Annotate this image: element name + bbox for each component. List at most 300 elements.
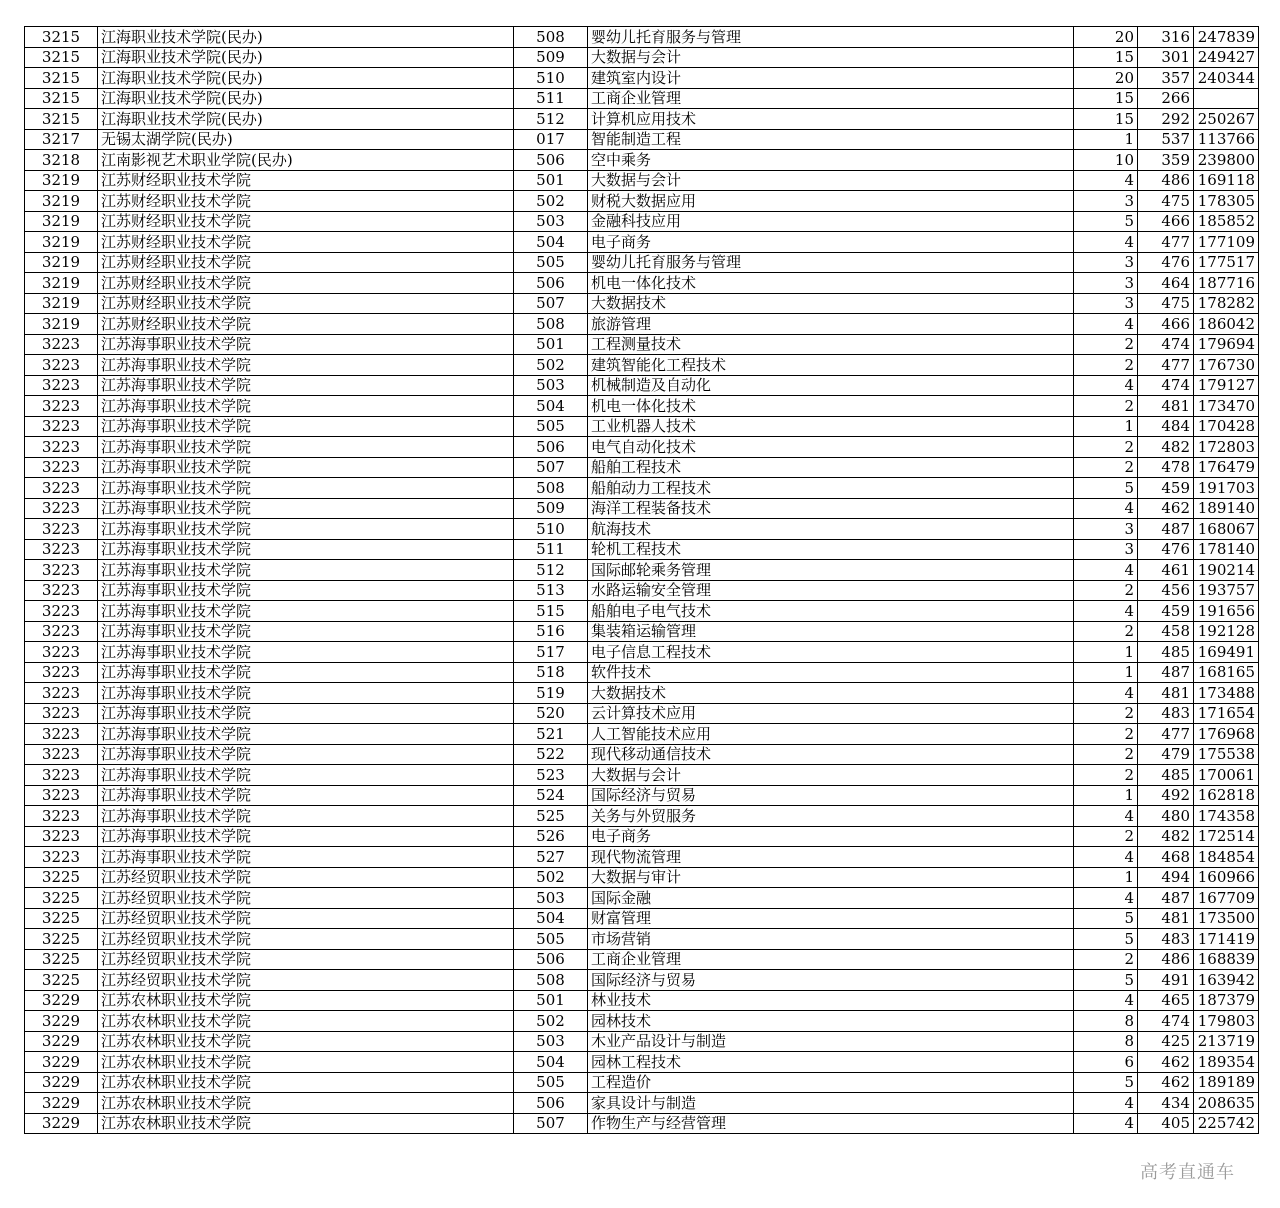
major-code-cell: 501 — [514, 334, 588, 355]
school-name-cell: 江苏海事职业技术学院 — [98, 683, 514, 704]
school-name-cell: 江苏海事职业技术学院 — [98, 519, 514, 540]
table-row — [25, 416, 1259, 437]
school-code-cell: 3223 — [25, 724, 98, 745]
major-name-cell: 园林工程技术 — [588, 1052, 1074, 1073]
table-row — [25, 273, 1259, 294]
min-score-cell: 359 — [1138, 150, 1194, 171]
rank-cell: 191703 — [1194, 478, 1259, 499]
school-code-cell: 3223 — [25, 539, 98, 560]
major-name-cell: 财富管理 — [588, 908, 1074, 929]
school-name-cell: 江苏海事职业技术学院 — [98, 396, 514, 417]
major-name-cell: 大数据与会计 — [588, 765, 1074, 786]
major-code-cell: 527 — [514, 847, 588, 868]
major-code-cell: 503 — [514, 375, 588, 396]
school-code-cell: 3223 — [25, 457, 98, 478]
plan-count-cell: 4 — [1074, 498, 1138, 519]
school-name-cell: 江苏海事职业技术学院 — [98, 334, 514, 355]
table-row — [25, 478, 1259, 499]
major-name-cell: 船舶动力工程技术 — [588, 478, 1074, 499]
rank-cell: 184854 — [1194, 847, 1259, 868]
school-code-cell: 3223 — [25, 560, 98, 581]
min-score-cell: 492 — [1138, 785, 1194, 806]
major-code-cell: 515 — [514, 601, 588, 622]
min-score-cell: 474 — [1138, 375, 1194, 396]
major-code-cell: 508 — [514, 478, 588, 499]
school-name-cell: 江苏海事职业技术学院 — [98, 539, 514, 560]
plan-count-cell: 4 — [1074, 560, 1138, 581]
major-code-cell: 520 — [514, 703, 588, 724]
plan-count-cell: 4 — [1074, 683, 1138, 704]
table-row — [25, 949, 1259, 970]
min-score-cell: 465 — [1138, 990, 1194, 1011]
rank-cell: 240344 — [1194, 68, 1259, 89]
min-score-cell: 491 — [1138, 970, 1194, 991]
min-score-cell: 461 — [1138, 560, 1194, 581]
min-score-cell: 483 — [1138, 703, 1194, 724]
table-row — [25, 744, 1259, 765]
min-score-cell: 462 — [1138, 498, 1194, 519]
table-row — [25, 970, 1259, 991]
plan-count-cell: 2 — [1074, 437, 1138, 458]
rank-cell: 187716 — [1194, 273, 1259, 294]
school-code-cell: 3223 — [25, 703, 98, 724]
major-name-cell: 计算机应用技术 — [588, 109, 1074, 130]
major-name-cell: 林业技术 — [588, 990, 1074, 1011]
major-name-cell: 机械制造及自动化 — [588, 375, 1074, 396]
table-row — [25, 703, 1259, 724]
rank-cell: 225742 — [1194, 1113, 1259, 1134]
rank-cell: 176730 — [1194, 355, 1259, 376]
major-name-cell: 工商企业管理 — [588, 949, 1074, 970]
rank-cell: 172514 — [1194, 826, 1259, 847]
school-name-cell: 江苏农林职业技术学院 — [98, 1113, 514, 1134]
school-code-cell: 3223 — [25, 375, 98, 396]
major-code-cell: 504 — [514, 1052, 588, 1073]
school-code-cell: 3229 — [25, 1072, 98, 1093]
major-name-cell: 水路运输安全管理 — [588, 580, 1074, 601]
min-score-cell: 478 — [1138, 457, 1194, 478]
school-name-cell: 江南影视艺术职业学院(民办) — [98, 150, 514, 171]
min-score-cell: 425 — [1138, 1031, 1194, 1052]
school-name-cell: 江苏财经职业技术学院 — [98, 191, 514, 212]
plan-count-cell: 1 — [1074, 785, 1138, 806]
plan-count-cell: 1 — [1074, 662, 1138, 683]
school-code-cell: 3219 — [25, 252, 98, 273]
school-code-cell: 3215 — [25, 68, 98, 89]
major-name-cell: 建筑智能化工程技术 — [588, 355, 1074, 376]
major-code-cell: 509 — [514, 498, 588, 519]
major-name-cell: 财税大数据应用 — [588, 191, 1074, 212]
rank-cell: 172803 — [1194, 437, 1259, 458]
rank-cell: 213719 — [1194, 1031, 1259, 1052]
table-row — [25, 375, 1259, 396]
table-row — [25, 806, 1259, 827]
major-code-cell: 501 — [514, 170, 588, 191]
major-code-cell: 512 — [514, 560, 588, 581]
major-name-cell: 家具设计与制造 — [588, 1093, 1074, 1114]
min-score-cell: 475 — [1138, 293, 1194, 314]
school-name-cell: 江海职业技术学院(民办) — [98, 109, 514, 130]
major-name-cell: 大数据与会计 — [588, 170, 1074, 191]
school-code-cell: 3218 — [25, 150, 98, 171]
plan-count-cell: 3 — [1074, 519, 1138, 540]
major-name-cell: 关务与外贸服务 — [588, 806, 1074, 827]
major-name-cell: 作物生产与经营管理 — [588, 1113, 1074, 1134]
major-name-cell: 智能制造工程 — [588, 129, 1074, 150]
rank-cell: 179694 — [1194, 334, 1259, 355]
plan-count-cell: 4 — [1074, 601, 1138, 622]
min-score-cell: 481 — [1138, 396, 1194, 417]
rank-cell: 192128 — [1194, 621, 1259, 642]
table-row — [25, 662, 1259, 683]
min-score-cell: 477 — [1138, 355, 1194, 376]
table-row — [25, 150, 1259, 171]
plan-count-cell: 20 — [1074, 68, 1138, 89]
major-name-cell: 现代移动通信技术 — [588, 744, 1074, 765]
rank-cell: 250267 — [1194, 109, 1259, 130]
school-code-cell: 3223 — [25, 478, 98, 499]
major-code-cell: 506 — [514, 1093, 588, 1114]
school-code-cell: 3219 — [25, 232, 98, 253]
major-code-cell: 525 — [514, 806, 588, 827]
school-name-cell: 江苏经贸职业技术学院 — [98, 908, 514, 929]
plan-count-cell: 1 — [1074, 642, 1138, 663]
min-score-cell: 301 — [1138, 47, 1194, 68]
min-score-cell: 474 — [1138, 1011, 1194, 1032]
major-code-cell: 510 — [514, 68, 588, 89]
school-name-cell: 江苏海事职业技术学院 — [98, 744, 514, 765]
major-code-cell: 513 — [514, 580, 588, 601]
school-name-cell: 江苏海事职业技术学院 — [98, 560, 514, 581]
plan-count-cell: 4 — [1074, 170, 1138, 191]
table-row — [25, 724, 1259, 745]
plan-count-cell: 5 — [1074, 478, 1138, 499]
major-code-cell: 504 — [514, 232, 588, 253]
school-name-cell: 江苏财经职业技术学院 — [98, 273, 514, 294]
rank-cell: 185852 — [1194, 211, 1259, 232]
school-code-cell: 3223 — [25, 847, 98, 868]
plan-count-cell: 3 — [1074, 252, 1138, 273]
major-name-cell: 电子信息工程技术 — [588, 642, 1074, 663]
major-name-cell: 国际经济与贸易 — [588, 970, 1074, 991]
min-score-cell: 480 — [1138, 806, 1194, 827]
min-score-cell: 458 — [1138, 621, 1194, 642]
major-code-cell: 522 — [514, 744, 588, 765]
major-code-cell: 503 — [514, 1031, 588, 1052]
major-code-cell: 504 — [514, 908, 588, 929]
school-name-cell: 江苏财经职业技术学院 — [98, 211, 514, 232]
school-name-cell: 江苏经贸职业技术学院 — [98, 867, 514, 888]
school-name-cell: 江苏财经职业技术学院 — [98, 170, 514, 191]
table-row — [25, 109, 1259, 130]
major-name-cell: 现代物流管理 — [588, 847, 1074, 868]
min-score-cell: 357 — [1138, 68, 1194, 89]
min-score-cell: 487 — [1138, 888, 1194, 909]
major-code-cell: 507 — [514, 457, 588, 478]
min-score-cell: 266 — [1138, 88, 1194, 109]
table-row — [25, 129, 1259, 150]
min-score-cell: 476 — [1138, 539, 1194, 560]
major-name-cell: 国际邮轮乘务管理 — [588, 560, 1074, 581]
major-code-cell: 502 — [514, 867, 588, 888]
school-name-cell: 江苏财经职业技术学院 — [98, 293, 514, 314]
table-row — [25, 68, 1259, 89]
major-name-cell: 云计算技术应用 — [588, 703, 1074, 724]
major-code-cell: 521 — [514, 724, 588, 745]
major-name-cell: 金融科技应用 — [588, 211, 1074, 232]
school-code-cell: 3225 — [25, 888, 98, 909]
school-code-cell: 3225 — [25, 949, 98, 970]
major-name-cell: 木业产品设计与制造 — [588, 1031, 1074, 1052]
school-name-cell: 江苏农林职业技术学院 — [98, 1031, 514, 1052]
table-row — [25, 355, 1259, 376]
school-code-cell: 3223 — [25, 826, 98, 847]
major-code-cell: 518 — [514, 662, 588, 683]
major-code-cell: 505 — [514, 252, 588, 273]
rank-cell: 189189 — [1194, 1072, 1259, 1093]
table-row — [25, 888, 1259, 909]
min-score-cell: 485 — [1138, 642, 1194, 663]
table-row — [25, 785, 1259, 806]
school-code-cell: 3223 — [25, 396, 98, 417]
rank-cell: 187379 — [1194, 990, 1259, 1011]
plan-count-cell: 4 — [1074, 847, 1138, 868]
major-code-cell: 523 — [514, 765, 588, 786]
school-name-cell: 江苏海事职业技术学院 — [98, 375, 514, 396]
rank-cell: 174358 — [1194, 806, 1259, 827]
rank-cell: 179127 — [1194, 375, 1259, 396]
major-code-cell: 506 — [514, 437, 588, 458]
plan-count-cell: 10 — [1074, 150, 1138, 171]
table-row — [25, 1052, 1259, 1073]
major-code-cell: 502 — [514, 355, 588, 376]
major-name-cell: 工程测量技术 — [588, 334, 1074, 355]
table-row — [25, 560, 1259, 581]
table-row — [25, 211, 1259, 232]
table-row — [25, 765, 1259, 786]
rank-cell: 179803 — [1194, 1011, 1259, 1032]
table-row — [25, 1072, 1259, 1093]
rank-cell: 163942 — [1194, 970, 1259, 991]
major-code-cell: 506 — [514, 949, 588, 970]
plan-count-cell: 2 — [1074, 744, 1138, 765]
table-row — [25, 232, 1259, 253]
major-code-cell: 506 — [514, 273, 588, 294]
table-row — [25, 293, 1259, 314]
plan-count-cell: 2 — [1074, 457, 1138, 478]
rank-cell: 173500 — [1194, 908, 1259, 929]
table-row — [25, 88, 1259, 109]
school-name-cell: 江苏海事职业技术学院 — [98, 847, 514, 868]
major-code-cell: 524 — [514, 785, 588, 806]
table-row — [25, 27, 1259, 48]
plan-count-cell: 1 — [1074, 416, 1138, 437]
plan-count-cell: 2 — [1074, 703, 1138, 724]
major-name-cell: 集装箱运输管理 — [588, 621, 1074, 642]
school-code-cell: 3223 — [25, 498, 98, 519]
major-name-cell: 建筑室内设计 — [588, 68, 1074, 89]
table-row — [25, 1031, 1259, 1052]
school-name-cell: 江苏财经职业技术学院 — [98, 232, 514, 253]
min-score-cell: 466 — [1138, 314, 1194, 335]
school-code-cell: 3215 — [25, 88, 98, 109]
rank-cell: 169118 — [1194, 170, 1259, 191]
plan-count-cell: 4 — [1074, 1093, 1138, 1114]
major-code-cell: 511 — [514, 88, 588, 109]
rank-cell: 178140 — [1194, 539, 1259, 560]
table-row — [25, 519, 1259, 540]
school-name-cell: 江苏经贸职业技术学院 — [98, 970, 514, 991]
plan-count-cell: 1 — [1074, 867, 1138, 888]
plan-count-cell: 2 — [1074, 355, 1138, 376]
min-score-cell: 537 — [1138, 129, 1194, 150]
major-name-cell: 轮机工程技术 — [588, 539, 1074, 560]
major-code-cell: 509 — [514, 47, 588, 68]
min-score-cell: 474 — [1138, 334, 1194, 355]
school-name-cell: 江苏海事职业技术学院 — [98, 642, 514, 663]
table-row — [25, 601, 1259, 622]
min-score-cell: 456 — [1138, 580, 1194, 601]
rank-cell: 173488 — [1194, 683, 1259, 704]
major-name-cell: 电气自动化技术 — [588, 437, 1074, 458]
watermark-text: 高考直通车 — [1140, 1162, 1235, 1183]
major-name-cell: 机电一体化技术 — [588, 396, 1074, 417]
major-name-cell: 国际经济与贸易 — [588, 785, 1074, 806]
plan-count-cell: 15 — [1074, 47, 1138, 68]
school-name-cell: 江苏海事职业技术学院 — [98, 478, 514, 499]
min-score-cell: 459 — [1138, 478, 1194, 499]
table-row — [25, 170, 1259, 191]
major-name-cell: 园林技术 — [588, 1011, 1074, 1032]
rank-cell: 191656 — [1194, 601, 1259, 622]
min-score-cell: 484 — [1138, 416, 1194, 437]
table-row — [25, 252, 1259, 273]
table-row — [25, 929, 1259, 950]
school-name-cell: 江苏农林职业技术学院 — [98, 1093, 514, 1114]
major-name-cell: 机电一体化技术 — [588, 273, 1074, 294]
table-row — [25, 1011, 1259, 1032]
plan-count-cell: 4 — [1074, 232, 1138, 253]
min-score-cell: 481 — [1138, 683, 1194, 704]
school-name-cell: 江苏海事职业技术学院 — [98, 601, 514, 622]
school-code-cell: 3229 — [25, 1113, 98, 1134]
min-score-cell: 459 — [1138, 601, 1194, 622]
school-name-cell: 江苏海事职业技术学院 — [98, 621, 514, 642]
school-name-cell: 江海职业技术学院(民办) — [98, 27, 514, 48]
min-score-cell: 485 — [1138, 765, 1194, 786]
rank-cell: 186042 — [1194, 314, 1259, 335]
school-code-cell: 3223 — [25, 765, 98, 786]
plan-count-cell: 2 — [1074, 949, 1138, 970]
school-name-cell: 江苏财经职业技术学院 — [98, 314, 514, 335]
min-score-cell: 434 — [1138, 1093, 1194, 1114]
school-code-cell: 3223 — [25, 806, 98, 827]
min-score-cell: 468 — [1138, 847, 1194, 868]
rank-cell: 168165 — [1194, 662, 1259, 683]
rank-cell: 208635 — [1194, 1093, 1259, 1114]
table-row — [25, 683, 1259, 704]
major-name-cell: 海洋工程装备技术 — [588, 498, 1074, 519]
min-score-cell: 486 — [1138, 949, 1194, 970]
school-code-cell: 3223 — [25, 621, 98, 642]
plan-count-cell: 5 — [1074, 1072, 1138, 1093]
table-row — [25, 867, 1259, 888]
school-code-cell: 3217 — [25, 129, 98, 150]
school-code-cell: 3219 — [25, 170, 98, 191]
min-score-cell: 482 — [1138, 437, 1194, 458]
major-code-cell: 512 — [514, 109, 588, 130]
rank-cell: 168839 — [1194, 949, 1259, 970]
school-name-cell: 江苏农林职业技术学院 — [98, 1052, 514, 1073]
school-name-cell: 江苏农林职业技术学院 — [98, 990, 514, 1011]
min-score-cell: 479 — [1138, 744, 1194, 765]
rank-cell: 173470 — [1194, 396, 1259, 417]
school-code-cell: 3229 — [25, 1093, 98, 1114]
major-name-cell: 国际金融 — [588, 888, 1074, 909]
plan-count-cell: 3 — [1074, 293, 1138, 314]
plan-count-cell: 3 — [1074, 539, 1138, 560]
plan-count-cell: 4 — [1074, 888, 1138, 909]
school-code-cell: 3223 — [25, 334, 98, 355]
major-code-cell: 526 — [514, 826, 588, 847]
school-code-cell: 3223 — [25, 355, 98, 376]
plan-count-cell: 20 — [1074, 27, 1138, 48]
table-row — [25, 334, 1259, 355]
table-row — [25, 498, 1259, 519]
school-name-cell: 江海职业技术学院(民办) — [98, 68, 514, 89]
major-name-cell: 空中乘务 — [588, 150, 1074, 171]
min-score-cell: 482 — [1138, 826, 1194, 847]
plan-count-cell: 4 — [1074, 1113, 1138, 1134]
major-code-cell: 507 — [514, 293, 588, 314]
school-code-cell: 3215 — [25, 109, 98, 130]
plan-count-cell: 4 — [1074, 806, 1138, 827]
rank-cell: 160966 — [1194, 867, 1259, 888]
school-name-cell: 江苏海事职业技术学院 — [98, 703, 514, 724]
min-score-cell: 462 — [1138, 1052, 1194, 1073]
school-name-cell: 江苏海事职业技术学院 — [98, 416, 514, 437]
major-code-cell: 501 — [514, 990, 588, 1011]
school-name-cell: 江苏农林职业技术学院 — [98, 1011, 514, 1032]
major-code-cell: 511 — [514, 539, 588, 560]
school-code-cell: 3223 — [25, 642, 98, 663]
rank-cell: 193757 — [1194, 580, 1259, 601]
major-code-cell: 504 — [514, 396, 588, 417]
school-code-cell: 3223 — [25, 580, 98, 601]
table-row — [25, 621, 1259, 642]
min-score-cell: 475 — [1138, 191, 1194, 212]
major-name-cell: 市场营销 — [588, 929, 1074, 950]
table-row — [25, 908, 1259, 929]
table-row — [25, 437, 1259, 458]
major-name-cell: 婴幼儿托育服务与管理 — [588, 252, 1074, 273]
major-name-cell: 工业机器人技术 — [588, 416, 1074, 437]
school-name-cell: 江苏海事职业技术学院 — [98, 662, 514, 683]
major-name-cell: 人工智能技术应用 — [588, 724, 1074, 745]
school-name-cell: 江苏财经职业技术学院 — [98, 252, 514, 273]
plan-count-cell: 4 — [1074, 990, 1138, 1011]
plan-count-cell: 15 — [1074, 88, 1138, 109]
school-code-cell: 3219 — [25, 314, 98, 335]
plan-count-cell: 5 — [1074, 908, 1138, 929]
min-score-cell: 462 — [1138, 1072, 1194, 1093]
table-row — [25, 539, 1259, 560]
major-name-cell: 船舶工程技术 — [588, 457, 1074, 478]
school-code-cell: 3223 — [25, 519, 98, 540]
rank-cell: 177109 — [1194, 232, 1259, 253]
min-score-cell: 466 — [1138, 211, 1194, 232]
table-row — [25, 1113, 1259, 1134]
